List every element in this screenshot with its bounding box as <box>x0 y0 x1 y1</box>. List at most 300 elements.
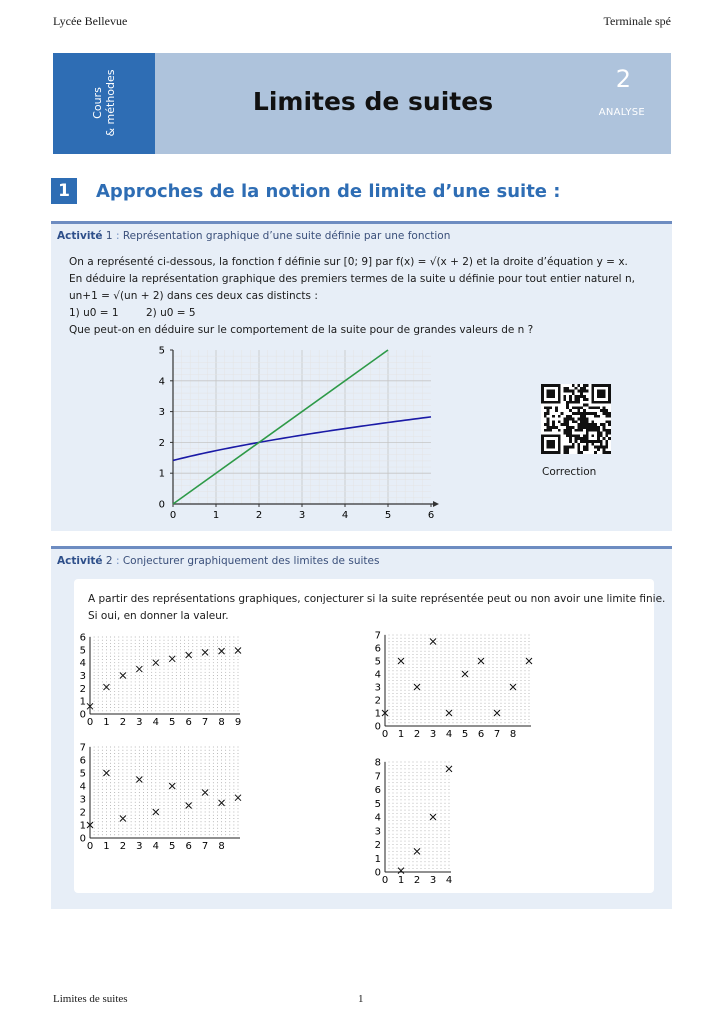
grid-dot <box>94 678 95 679</box>
grid-dot <box>238 812 239 813</box>
grid-dot <box>513 719 514 720</box>
grid-dot <box>94 766 95 767</box>
y-tick-label: 1 <box>79 696 86 708</box>
grid-dot <box>425 696 426 697</box>
grid-dot <box>449 635 450 636</box>
grid-dot <box>409 834 410 835</box>
grid-dot <box>393 861 394 862</box>
grid-dot <box>525 641 526 642</box>
grid-dot <box>485 657 486 658</box>
grid-dot <box>453 654 454 655</box>
grid-dot <box>409 644 410 645</box>
grid-dot <box>233 756 234 757</box>
grid-dot <box>168 763 169 764</box>
grid-dot <box>180 640 181 641</box>
grid-dot <box>122 637 123 638</box>
grid-dot <box>102 685 103 686</box>
grid-dot <box>449 868 450 869</box>
grid-dot <box>437 820 438 821</box>
grid-dot <box>433 638 434 639</box>
grid-dot <box>135 834 136 835</box>
grid-dot <box>469 667 470 668</box>
grid-dot <box>118 637 119 638</box>
grid-dot <box>405 644 406 645</box>
grid-dot <box>176 646 177 647</box>
grid-dot <box>98 747 99 748</box>
grid-dot <box>389 644 390 645</box>
grid-dot <box>489 654 490 655</box>
grid-dot <box>172 643 173 644</box>
grid-dot <box>421 868 422 869</box>
grid-dot <box>401 823 402 824</box>
grid-dot <box>131 792 132 793</box>
grid-dot <box>180 646 181 647</box>
grid-dot <box>238 763 239 764</box>
grid-dot <box>409 716 410 717</box>
grid-dot <box>159 678 160 679</box>
grid-dot <box>106 685 107 686</box>
grid-dot <box>155 815 156 816</box>
grid-dot <box>110 649 111 650</box>
y-tick-label: 8 <box>374 757 381 769</box>
grid-dot <box>405 858 406 859</box>
grid-dot <box>205 776 206 777</box>
grid-dot <box>225 821 226 822</box>
grid-dot <box>188 691 189 692</box>
grid-dot <box>409 820 410 821</box>
grid-dot <box>529 667 530 668</box>
grid-dot <box>201 776 202 777</box>
grid-dot <box>457 700 458 701</box>
grid-dot <box>393 700 394 701</box>
grid-dot <box>521 648 522 649</box>
grid-dot <box>205 747 206 748</box>
grid-dot <box>405 657 406 658</box>
grid-dot <box>155 698 156 699</box>
grid-dot <box>449 789 450 790</box>
grid-dot <box>425 799 426 800</box>
grid-dot <box>131 786 132 787</box>
grid-dot <box>102 815 103 816</box>
grid-dot <box>437 644 438 645</box>
grid-dot <box>151 795 152 796</box>
grid-dot <box>389 713 390 714</box>
grid-dot <box>151 694 152 695</box>
grid-dot <box>437 677 438 678</box>
grid-dot <box>172 805 173 806</box>
x-tick-label: 6 <box>477 729 485 740</box>
grid-dot <box>437 709 438 710</box>
grid-dot <box>445 696 446 697</box>
grid-dot <box>429 799 430 800</box>
grid-dot <box>114 802 115 803</box>
grid-dot <box>135 704 136 705</box>
grid-dot <box>405 719 406 720</box>
grid-dot <box>401 841 402 842</box>
grid-dot <box>180 760 181 761</box>
grid-dot <box>139 818 140 819</box>
grid-dot <box>122 753 123 754</box>
grid-dot <box>188 710 189 711</box>
grid-dot <box>401 847 402 848</box>
grid-dot <box>94 763 95 764</box>
grid-dot <box>397 803 398 804</box>
grid-dot <box>131 672 132 673</box>
grid-dot <box>180 643 181 644</box>
grid-dot <box>421 865 422 866</box>
grid-dot <box>461 700 462 701</box>
grid-dot <box>192 760 193 761</box>
grid-dot <box>401 635 402 636</box>
grid-dot <box>122 763 123 764</box>
grid-dot <box>98 672 99 673</box>
grid-dot <box>225 773 226 774</box>
grid-dot <box>106 825 107 826</box>
grid-dot <box>433 722 434 723</box>
grid-dot <box>127 675 128 676</box>
grid-dot <box>217 653 218 654</box>
grid-dot <box>168 789 169 790</box>
grid-dot <box>429 782 430 783</box>
grid-dot <box>176 805 177 806</box>
grid-dot <box>213 753 214 754</box>
grid-dot <box>409 841 410 842</box>
grid-dot <box>521 661 522 662</box>
grid-dot <box>469 722 470 723</box>
grid-dot <box>421 799 422 800</box>
header-school: Lycée Bellevue <box>53 14 128 28</box>
grid-dot <box>213 834 214 835</box>
grid-dot <box>205 678 206 679</box>
sequence-plot-2 <box>369 627 539 742</box>
grid-dot <box>397 635 398 636</box>
grid-dot <box>192 640 193 641</box>
grid-dot <box>168 646 169 647</box>
grid-dot <box>397 854 398 855</box>
grid-dot <box>238 694 239 695</box>
grid-dot <box>441 638 442 639</box>
grid-dot <box>217 649 218 650</box>
grid-dot <box>525 644 526 645</box>
grid-dot <box>401 834 402 835</box>
grid-dot <box>497 651 498 652</box>
grid-dot <box>445 837 446 838</box>
grid-dot <box>225 669 226 670</box>
grid-dot <box>393 765 394 766</box>
grid-dot <box>110 773 111 774</box>
grid-dot <box>405 803 406 804</box>
grid-dot <box>196 792 197 793</box>
grid-dot <box>453 696 454 697</box>
grid-dot <box>521 635 522 636</box>
grid-dot <box>225 805 226 806</box>
grid-dot <box>184 766 185 767</box>
grid-dot <box>201 640 202 641</box>
grid-dot <box>497 654 498 655</box>
grid-dot <box>497 690 498 691</box>
grid-dot <box>413 690 414 691</box>
x-axis-arrow <box>433 501 439 507</box>
grid-dot <box>159 802 160 803</box>
grid-dot <box>225 694 226 695</box>
grid-dot <box>425 641 426 642</box>
grid-dot <box>441 865 442 866</box>
qr-code[interactable] <box>541 384 611 454</box>
y-tick-label: 0 <box>374 721 381 733</box>
grid-dot <box>417 722 418 723</box>
grid-dot <box>205 659 206 660</box>
grid-dot <box>188 653 189 654</box>
grid-dot <box>139 750 140 751</box>
grid-dot <box>184 685 185 686</box>
grid-dot <box>213 831 214 832</box>
grid-dot <box>159 776 160 777</box>
grid-dot <box>106 659 107 660</box>
grid-dot <box>441 635 442 636</box>
x-tick-label: 4 <box>152 841 159 852</box>
grid-dot <box>405 674 406 675</box>
grid-dot <box>529 674 530 675</box>
grid-dot <box>233 818 234 819</box>
grid-dot <box>389 768 390 769</box>
grid-dot <box>151 763 152 764</box>
grid-dot <box>429 768 430 769</box>
grid-dot <box>213 688 214 689</box>
footer-title: Limites de suites <box>53 993 128 1005</box>
grid-dot <box>168 753 169 754</box>
grid-dot <box>188 812 189 813</box>
grid-dot <box>155 750 156 751</box>
data-point <box>494 710 500 716</box>
grid-dot <box>139 656 140 657</box>
grid-dot <box>147 653 148 654</box>
grid-dot <box>421 709 422 710</box>
grid-dot <box>205 707 206 708</box>
grid-dot <box>98 802 99 803</box>
grid-dot <box>417 651 418 652</box>
grid-dot <box>433 719 434 720</box>
grid-dot <box>225 789 226 790</box>
grid-dot <box>229 802 230 803</box>
grid-dot <box>489 713 490 714</box>
grid-dot <box>401 765 402 766</box>
grid-dot <box>122 782 123 783</box>
grid-dot <box>176 653 177 654</box>
grid-dot <box>441 657 442 658</box>
grid-dot <box>172 694 173 695</box>
grid-dot <box>497 635 498 636</box>
grid-dot <box>413 680 414 681</box>
grid-dot <box>110 782 111 783</box>
data-point <box>414 684 420 690</box>
grid-dot <box>489 706 490 707</box>
grid-dot <box>217 802 218 803</box>
grid-dot <box>481 693 482 694</box>
grid-dot <box>196 691 197 692</box>
grid-dot <box>139 672 140 673</box>
grid-dot <box>201 710 202 711</box>
y-tick-label: 3 <box>79 794 86 806</box>
grid-dot <box>465 638 466 639</box>
grid-dot <box>192 818 193 819</box>
grid-dot <box>98 665 99 666</box>
grid-dot <box>529 722 530 723</box>
grid-dot <box>114 763 115 764</box>
grid-dot <box>172 834 173 835</box>
grid-dot <box>405 823 406 824</box>
grid-dot <box>217 681 218 682</box>
grid-dot <box>433 765 434 766</box>
grid-dot <box>172 678 173 679</box>
sequence-plot-4 <box>369 754 459 884</box>
grid-dot <box>425 680 426 681</box>
grid-dot <box>135 773 136 774</box>
grid-dot <box>155 831 156 832</box>
grid-dot <box>409 683 410 684</box>
grid-dot <box>433 677 434 678</box>
grid-dot <box>233 834 234 835</box>
grid-dot <box>525 657 526 658</box>
grid-dot <box>135 815 136 816</box>
grid-dot <box>110 818 111 819</box>
grid-dot <box>205 675 206 676</box>
grid-dot <box>159 649 160 650</box>
grid-dot <box>397 861 398 862</box>
grid-dot <box>393 680 394 681</box>
grid-dot <box>489 635 490 636</box>
grid-dot <box>417 772 418 773</box>
grid-dot <box>155 653 156 654</box>
grid-dot <box>517 693 518 694</box>
grid-dot <box>449 792 450 793</box>
grid-dot <box>413 696 414 697</box>
grid-dot <box>147 828 148 829</box>
grid-dot <box>238 766 239 767</box>
grid-dot <box>151 681 152 682</box>
grid-dot <box>135 812 136 813</box>
grid-dot <box>184 834 185 835</box>
grid-dot <box>127 710 128 711</box>
grid-dot <box>401 796 402 797</box>
grid-dot <box>457 638 458 639</box>
grid-dot <box>477 654 478 655</box>
grid-dot <box>221 675 222 676</box>
grid-dot <box>192 769 193 770</box>
grid-dot <box>192 756 193 757</box>
grid-dot <box>233 799 234 800</box>
grid-dot <box>164 815 165 816</box>
grid-dot <box>229 704 230 705</box>
grid-dot <box>493 706 494 707</box>
grid-dot <box>176 756 177 757</box>
grid-dot <box>393 687 394 688</box>
data-point <box>478 658 484 664</box>
grid-dot <box>225 799 226 800</box>
grid-dot <box>184 799 185 800</box>
grid-dot <box>441 775 442 776</box>
grid-dot <box>409 789 410 790</box>
grid-dot <box>98 653 99 654</box>
grid-dot <box>180 799 181 800</box>
grid-dot <box>147 707 148 708</box>
grid-dot <box>213 812 214 813</box>
grid-dot <box>139 825 140 826</box>
grid-dot <box>172 750 173 751</box>
grid-dot <box>122 691 123 692</box>
grid-dot <box>221 656 222 657</box>
grid-dot <box>221 691 222 692</box>
grid-dot <box>217 792 218 793</box>
grid-dot <box>110 653 111 654</box>
grid-dot <box>233 698 234 699</box>
grid-dot <box>473 700 474 701</box>
grid-dot <box>209 779 210 780</box>
data-point <box>136 777 142 783</box>
grid-dot <box>417 820 418 821</box>
grid-dot <box>441 700 442 701</box>
grid-dot <box>168 834 169 835</box>
grid-dot <box>238 665 239 666</box>
grid-dot <box>529 644 530 645</box>
grid-dot <box>209 834 210 835</box>
grid-dot <box>501 674 502 675</box>
grid-dot <box>457 683 458 684</box>
grid-dot <box>461 687 462 688</box>
grid-dot <box>441 683 442 684</box>
grid-dot <box>151 710 152 711</box>
grid-dot <box>425 719 426 720</box>
grid-dot <box>168 747 169 748</box>
grid-dot <box>164 753 165 754</box>
grid-dot <box>229 669 230 670</box>
grid-dot <box>176 799 177 800</box>
grid-dot <box>192 821 193 822</box>
grid-dot <box>393 799 394 800</box>
grid-dot <box>225 665 226 666</box>
grid-dot <box>441 786 442 787</box>
grid-dot <box>389 861 390 862</box>
grid-dot <box>401 820 402 821</box>
grid-dot <box>445 690 446 691</box>
grid-dot <box>397 813 398 814</box>
grid-dot <box>437 810 438 811</box>
grid-dot <box>184 825 185 826</box>
grid-dot <box>233 640 234 641</box>
grid-dot <box>433 651 434 652</box>
grid-dot <box>110 698 111 699</box>
grid-dot <box>114 669 115 670</box>
grid-dot <box>201 665 202 666</box>
grid-dot <box>469 719 470 720</box>
grid-dot <box>529 709 530 710</box>
grid-dot <box>229 799 230 800</box>
grid-dot <box>425 635 426 636</box>
grid-dot <box>429 772 430 773</box>
grid-dot <box>135 795 136 796</box>
grid-dot <box>473 677 474 678</box>
grid-dot <box>151 750 152 751</box>
grid-dot <box>517 706 518 707</box>
grid-dot <box>118 672 119 673</box>
grid-dot <box>425 844 426 845</box>
grid-dot <box>213 698 214 699</box>
grid-dot <box>155 756 156 757</box>
grid-dot <box>118 825 119 826</box>
grid-dot <box>229 710 230 711</box>
grid-dot <box>172 831 173 832</box>
grid-dot <box>497 641 498 642</box>
grid-dot <box>127 646 128 647</box>
